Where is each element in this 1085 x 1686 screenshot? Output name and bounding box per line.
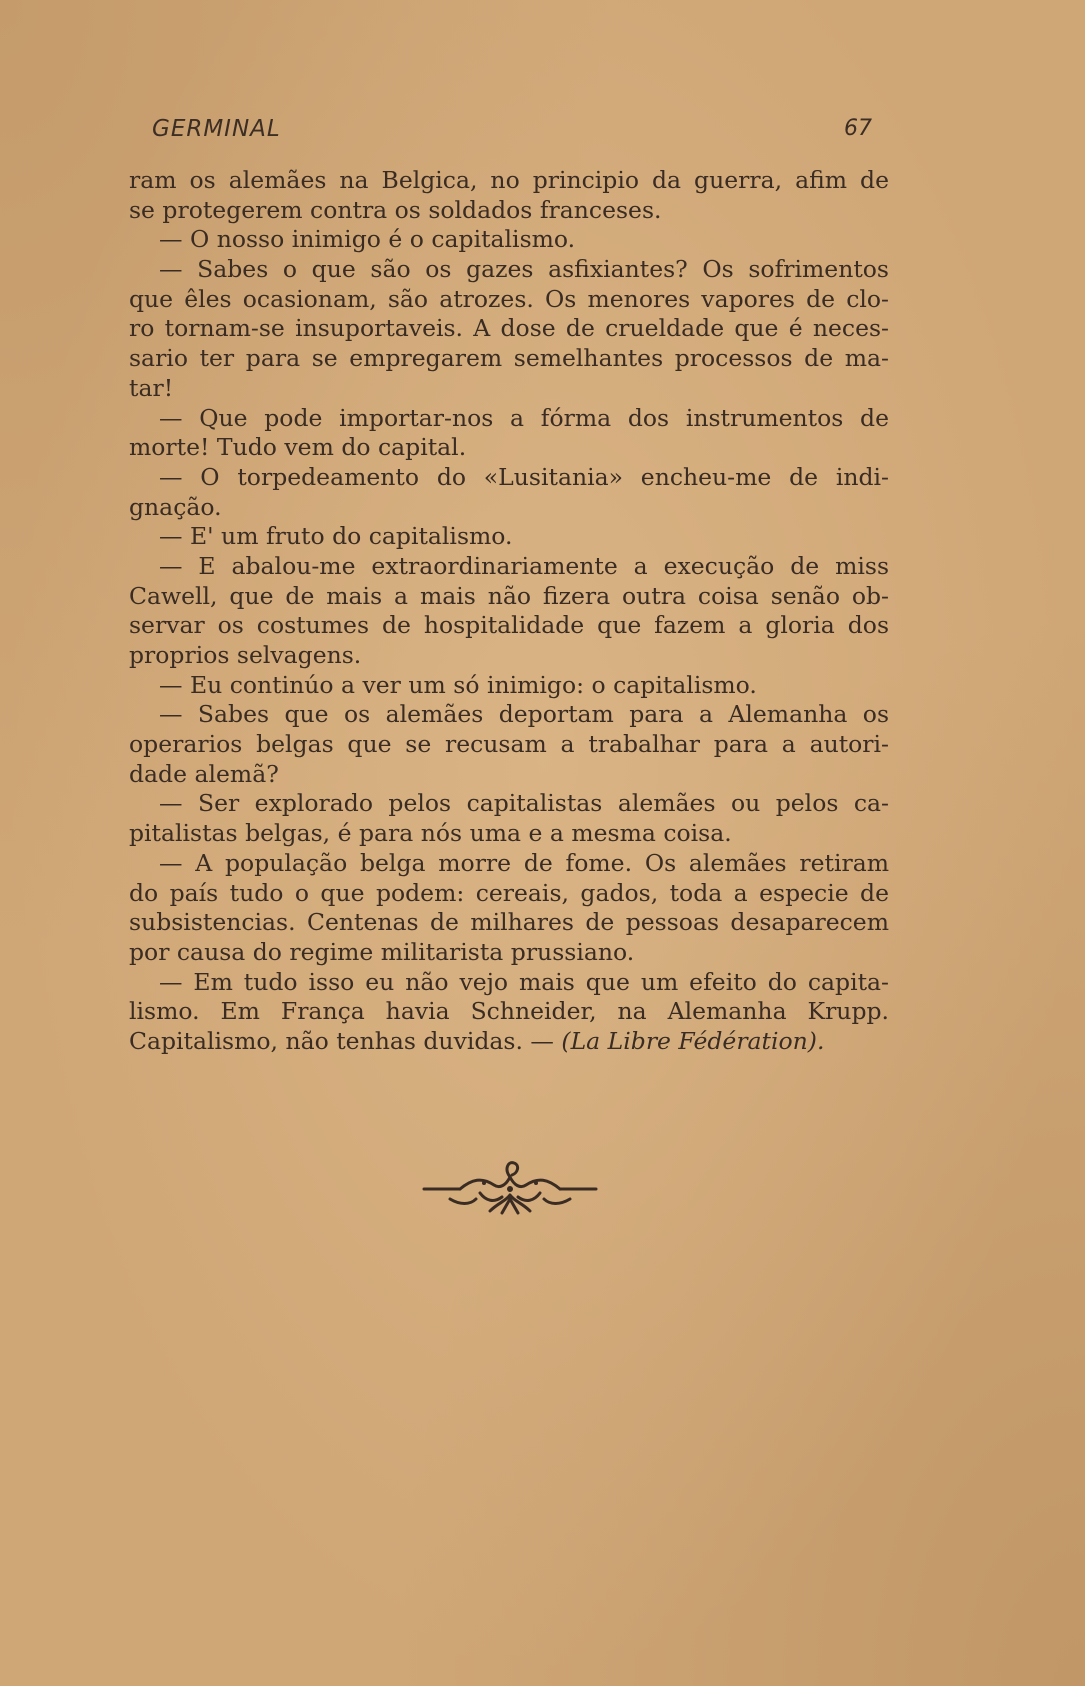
text-line: Capitalismo, não tenhas duvidas. — xyxy=(129,1026,554,1055)
text-line: — A população belga morre de fome. Os alemães retiram xyxy=(159,848,889,877)
text-line: — E abalou-me extraordinariamente a execução de miss xyxy=(159,551,889,580)
text-line: Cawell, que de mais a mais não fizera outra coisa senão ob- xyxy=(129,581,889,610)
text-line: morte! Tudo vem do capital. xyxy=(129,433,467,462)
text-line: ro tornam-se insuportaveis. A dose de crueldade que é neces- xyxy=(129,314,889,343)
text-line: servar os costumes de hospitalidade que fazem a gloria dos xyxy=(129,611,889,640)
text-line: tar! xyxy=(129,373,174,402)
text-line: que êles ocasionam, são atrozes. Os menores vapores de clo- xyxy=(129,284,889,313)
text-line: proprios selvagens. xyxy=(129,641,362,669)
fleuron-ornament-icon xyxy=(420,1155,600,1225)
text-line: dade alemã? xyxy=(129,759,279,788)
text-line: — Que pode importar-nos a fórma dos instrumentos de xyxy=(159,403,889,432)
text-line: — Sabes o que são os gazes asfixiantes? Os sofrimentos xyxy=(159,255,889,284)
text-line: do país tudo o que podem: cereais, gados, toda a especie de xyxy=(129,878,889,907)
text-line: — Eu continúo a ver um só inimigo: o capitalismo. xyxy=(159,670,757,699)
page-number: 67 xyxy=(844,116,872,141)
text-line: ram os alemães na Belgica, no principio da guerra, afim de xyxy=(129,166,889,194)
text-line: gnação. xyxy=(129,492,222,521)
running-title: GERMINAL xyxy=(152,116,281,142)
text-line-last xyxy=(129,1027,889,1057)
text-line: — E' um fruto do capitalismo. xyxy=(159,522,513,551)
text-line: se protegerem contra os soldados franceses. xyxy=(129,195,662,224)
text-line: — O nosso inimigo é o capitalismo. xyxy=(159,225,576,254)
running-head xyxy=(152,116,872,150)
text-line: operarios belgas que se recusam a trabalhar para a autori- xyxy=(129,730,889,759)
text-line: lismo. Em França havia Schneider, na Alemanha Krupp. xyxy=(129,997,889,1026)
text-line: — Sabes que os alemães deportam para a Alemanha os xyxy=(159,700,889,729)
text-line: — O torpedeamento do «Lusitania» encheu-me de indi- xyxy=(159,462,889,491)
text-line: sario ter para se empregarem semelhantes processos de ma- xyxy=(129,344,889,373)
text-line: pitalistas belgas, é para nós uma e a mesma coisa. xyxy=(129,819,732,848)
text-line: subsistencias. Centenas de milhares de pessoas desaparecem xyxy=(129,908,889,937)
text-line: — Em tudo isso eu não vejo mais que um efeito do capita- xyxy=(159,967,889,996)
source-citation: (La Libre Fédération). xyxy=(561,1026,825,1055)
text-line: por causa do regime militarista prussiano. xyxy=(129,937,635,966)
text-line: — Ser explorado pelos capitalistas alemães ou pelos ca- xyxy=(159,789,889,818)
body-text xyxy=(129,166,889,1057)
